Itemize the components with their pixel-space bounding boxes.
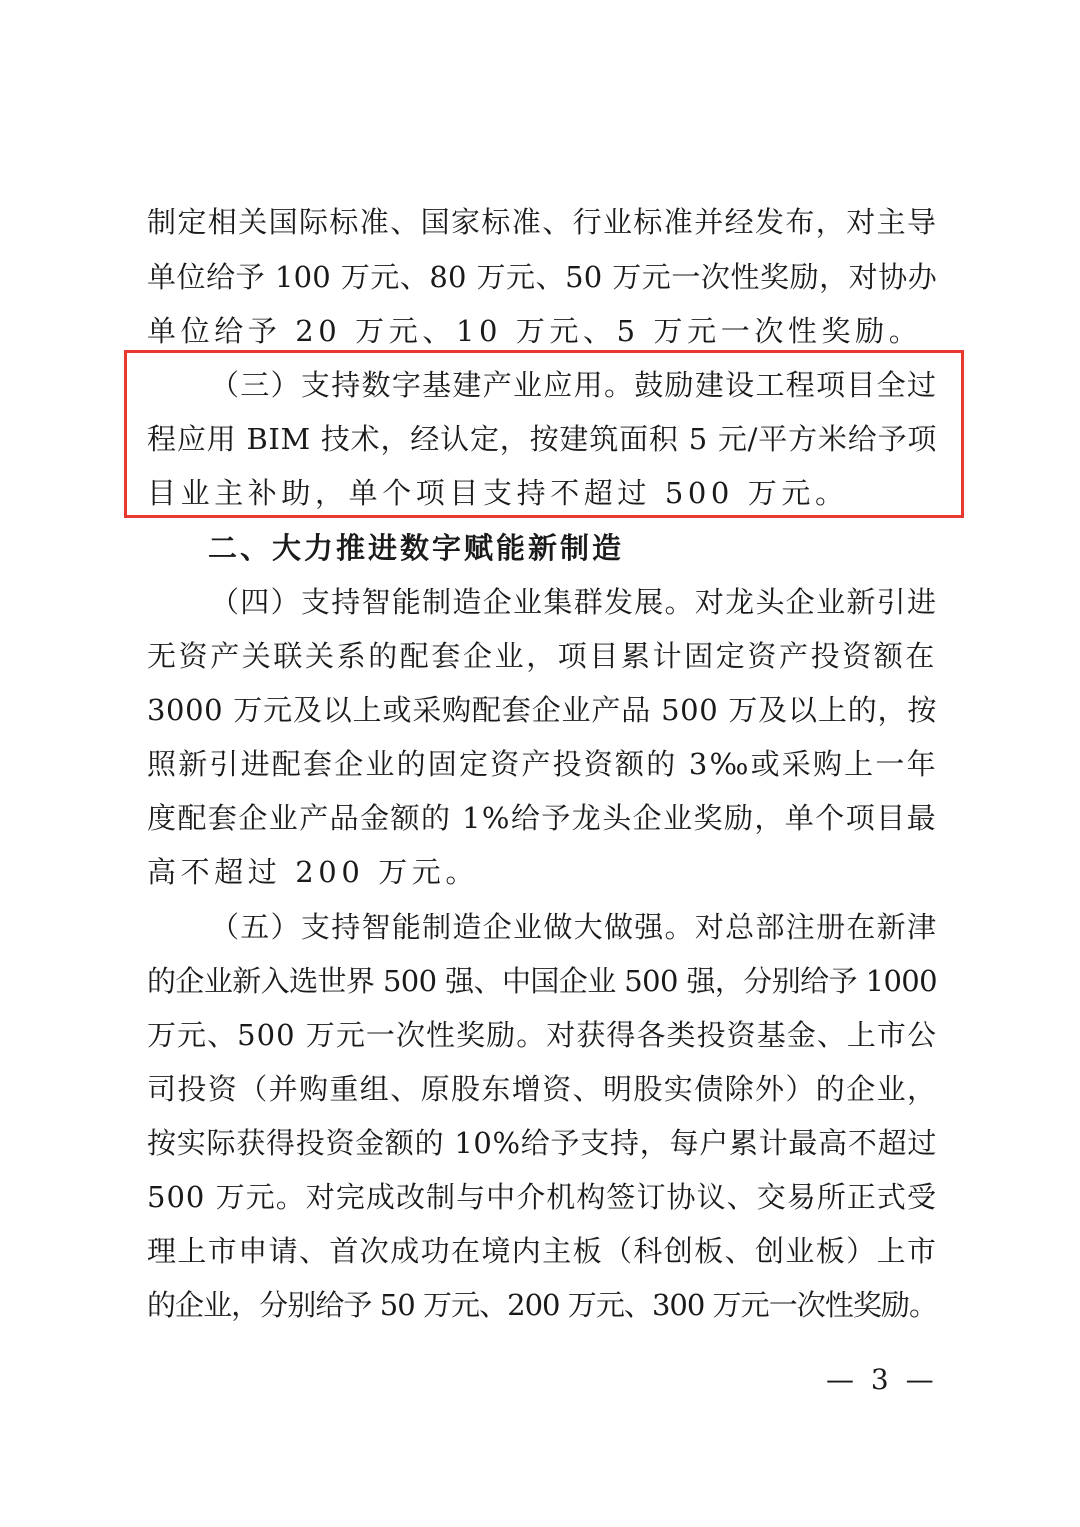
section-4-line: 照新引进配套企业的固定资产投资额的 3‰或采购上一年 [147, 747, 938, 781]
section-4-line: 3000 万元及以上或采购配套企业产品 500 万及以上的，按 [147, 693, 937, 727]
section-3-line: 目业主补助，单个项目支持不超过 500 万元。 [147, 476, 849, 510]
section-5-line: 司投资（并购重组、原股东增资、明股实债除外）的企业， [147, 1072, 938, 1106]
section-5-line: 按实际获得投资金额的 10%给予支持，每户累计最高不超过 [147, 1126, 937, 1160]
intro-line: 单位给予 100 万元、80 万元、50 万元一次性奖励，对协办 [147, 260, 937, 294]
section-5-line: 理上市申请、首次成功在境内主板（科创板、创业板）上市 [147, 1234, 938, 1268]
section-5-line: 的企业新入选世界 500 强、中国企业 500 强，分别给予 1000 [147, 964, 937, 998]
section-4-line: （四）支持智能制造企业集群发展。对龙头企业新引进 [210, 585, 937, 619]
section-4-line: 高不超过 200 万元。 [147, 855, 479, 889]
section-5-line: 的企业，分别给予 50 万元、200 万元、300 万元一次性奖励。 [147, 1288, 937, 1322]
section-5-line: 500 万元。对完成改制与中介机构签订协议、交易所正式受 [147, 1180, 937, 1214]
section-3-line: 程应用 BIM 技术，经认定，按建筑面积 5 元/平方米给予项 [147, 422, 937, 456]
section-5-line: 万元、500 万元一次性奖励。对获得各类投资基金、上市公 [147, 1018, 937, 1052]
page-number: — 3 — [826, 1363, 938, 1396]
section-4-line: 度配套企业产品金额的 1%给予龙头企业奖励，单个项目最 [147, 801, 937, 835]
section-5-line: （五）支持智能制造企业做大做强。对总部注册在新津 [210, 910, 937, 944]
section-3-line: （三）支持数字基建产业应用。鼓励建设工程项目全过 [210, 368, 937, 402]
section-heading: 二、大力推进数字赋能新制造 [208, 531, 625, 565]
intro-line: 制定相关国际标准、国家标准、行业标准并经发布，对主导 [147, 205, 938, 239]
section-4-line: 无资产关联关系的配套企业，项目累计固定资产投资额在 [147, 639, 938, 673]
intro-line: 单位给予 20 万元、10 万元、5 万元一次性奖励。 [147, 314, 923, 348]
